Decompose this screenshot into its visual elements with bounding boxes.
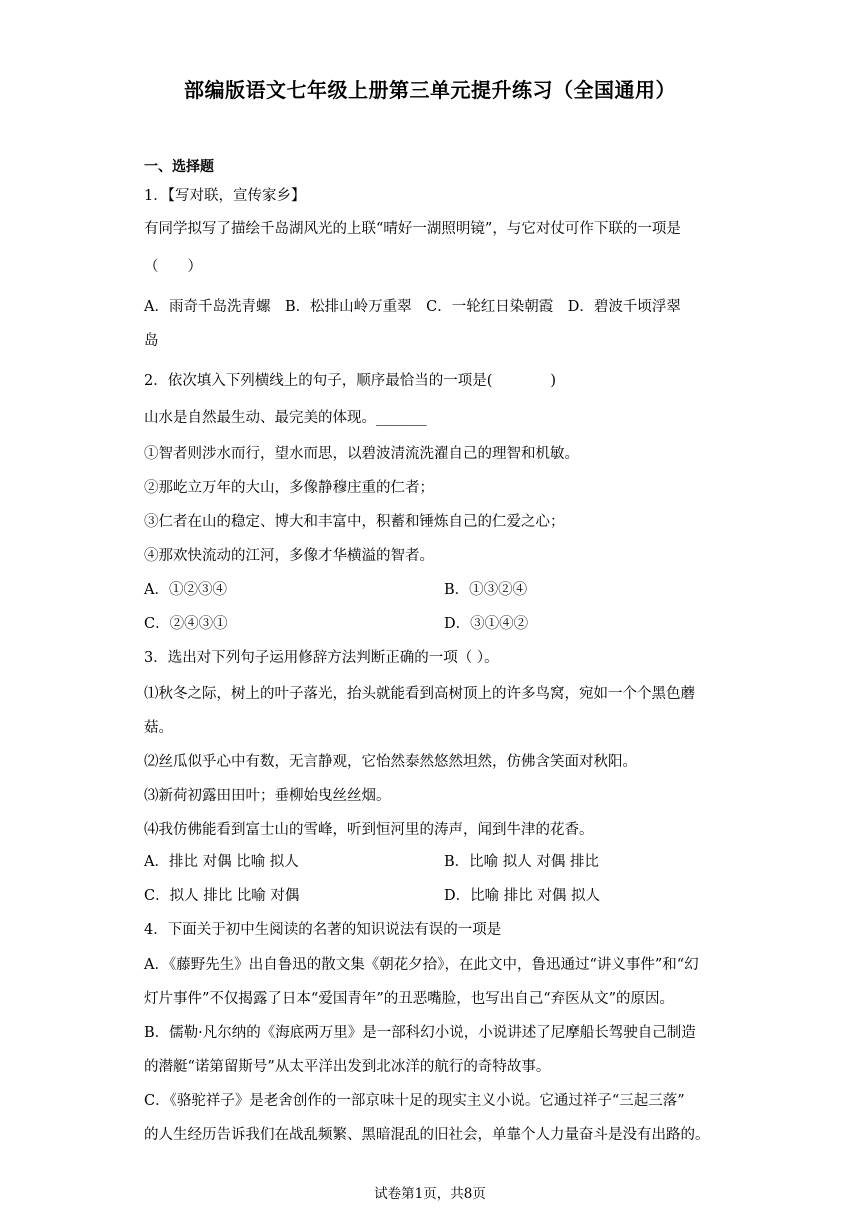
q2-option-a: A．①②③④ <box>144 582 227 598</box>
q2-item-3: ③仁者在山的稳定、博大和丰富中，积蓄和锤炼自己的仁爱之心； <box>144 514 565 530</box>
q1-heading: 1．【写对联，宣传家乡】 <box>144 188 306 204</box>
q3-option-d: D．比喻 排比 对偶 拟人 <box>444 888 600 904</box>
section-heading: 一、选择题 <box>144 159 214 175</box>
q3-item-1-wrap: 菇。 <box>144 720 173 736</box>
q3-option-a: A．排比 对偶 比喻 拟人 <box>144 854 299 870</box>
q3-item-3: ⑶新荷初露田田叶；垂柳始曳丝丝烟。 <box>144 788 391 804</box>
q4-option-b-line1: B．儒勒·凡尔纳的《海底两万里》是一部科幻小说，小说讲述了尼摩船长驾驶自己制造 <box>144 1025 696 1041</box>
q4-option-c-line1: C．《骆驼祥子》是老舍创作的一部京味十足的现实主义小说。它通过祥子“三起三落” <box>144 1093 685 1109</box>
q4-option-a-line2: 灯片事件”不仅揭露了日本“爱国青年”的丑恶嘴脸，也写出自己“弃医从文”的原因。 <box>144 991 675 1007</box>
q3-item-4: ⑷我仿佛能看到富士山的雪峰，听到恒河里的涛声，闻到牛津的花香。 <box>144 822 594 838</box>
q3-item-1: ⑴秋冬之际，树上的叶子落光，抬头就能看到高树顶上的许多鸟窝，宛如一个个黑色蘑 <box>144 686 695 702</box>
q3-heading: 3．选出对下列句子运用修辞方法判断正确的一项（ ）。 <box>144 650 499 666</box>
q1-answer-paren: （ ） <box>144 259 202 275</box>
q2-item-4: ④那欢快流动的江河，多像才华横溢的智者。 <box>144 548 434 564</box>
q2-option-c: C．②④③① <box>144 616 228 632</box>
q1-options: A．雨奇千岛洗青螺 B．松排山岭万重翠 C．一轮红日染朝霞 D．碧波千顷浮翠 <box>144 299 681 315</box>
page-title: 部编版语文七年级上册第三单元提升练习（全国通用） <box>184 78 676 102</box>
q2-stem: 山水是自然最生动、最完美的体现。_______ <box>144 410 427 426</box>
q4-option-c-line2: 的人生经历告诉我们在战乱频繁、黑暗混乱的旧社会，单靠个人力量奋斗是没有出路的。 <box>144 1127 710 1143</box>
q1-stem: 有同学拟写了描绘千岛湖风光的上联“晴好一湖照明镜”，与它对仗可作下联的一项是 <box>144 221 681 237</box>
q2-item-1: ①智者则涉水而行，望水而思，以碧波清流洗濯自己的理智和机敏。 <box>144 446 579 462</box>
page-footer: 试卷第1页，共8页 <box>374 1186 486 1202</box>
q3-option-b: B．比喻 拟人 对偶 排比 <box>444 854 599 870</box>
q2-heading: 2．依次填入下列横线上的句子，顺序最恰当的一项是( ) <box>144 373 557 389</box>
q3-option-c: C．拟人 排比 比喻 对偶 <box>144 888 300 904</box>
q4-option-a-line1: A．《藤野先生》出自鲁迅的散文集《朝花夕拾》，在此文中，鲁迅通过“讲义事件”和“幻 <box>144 957 699 973</box>
q1-options-wrap: 岛 <box>144 333 159 349</box>
q3-item-2: ⑵丝瓜似乎心中有数，无言静观，它怡然泰然悠然坦然，仿佛含笑面对秋阳。 <box>144 754 637 770</box>
q2-option-d: D．③①④② <box>444 616 529 632</box>
q4-heading: 4．下面关于初中生阅读的名著的知识说法有误的一项是 <box>144 922 502 938</box>
q2-option-b: B．①③②④ <box>444 582 528 598</box>
q2-item-2: ②那屹立万年的大山，多像静穆庄重的仁者； <box>144 480 434 496</box>
q4-option-b-line2: 的潜艇“诺第留斯号”从太平洋出发到北冰洋的航行的奇特故事。 <box>144 1059 551 1075</box>
